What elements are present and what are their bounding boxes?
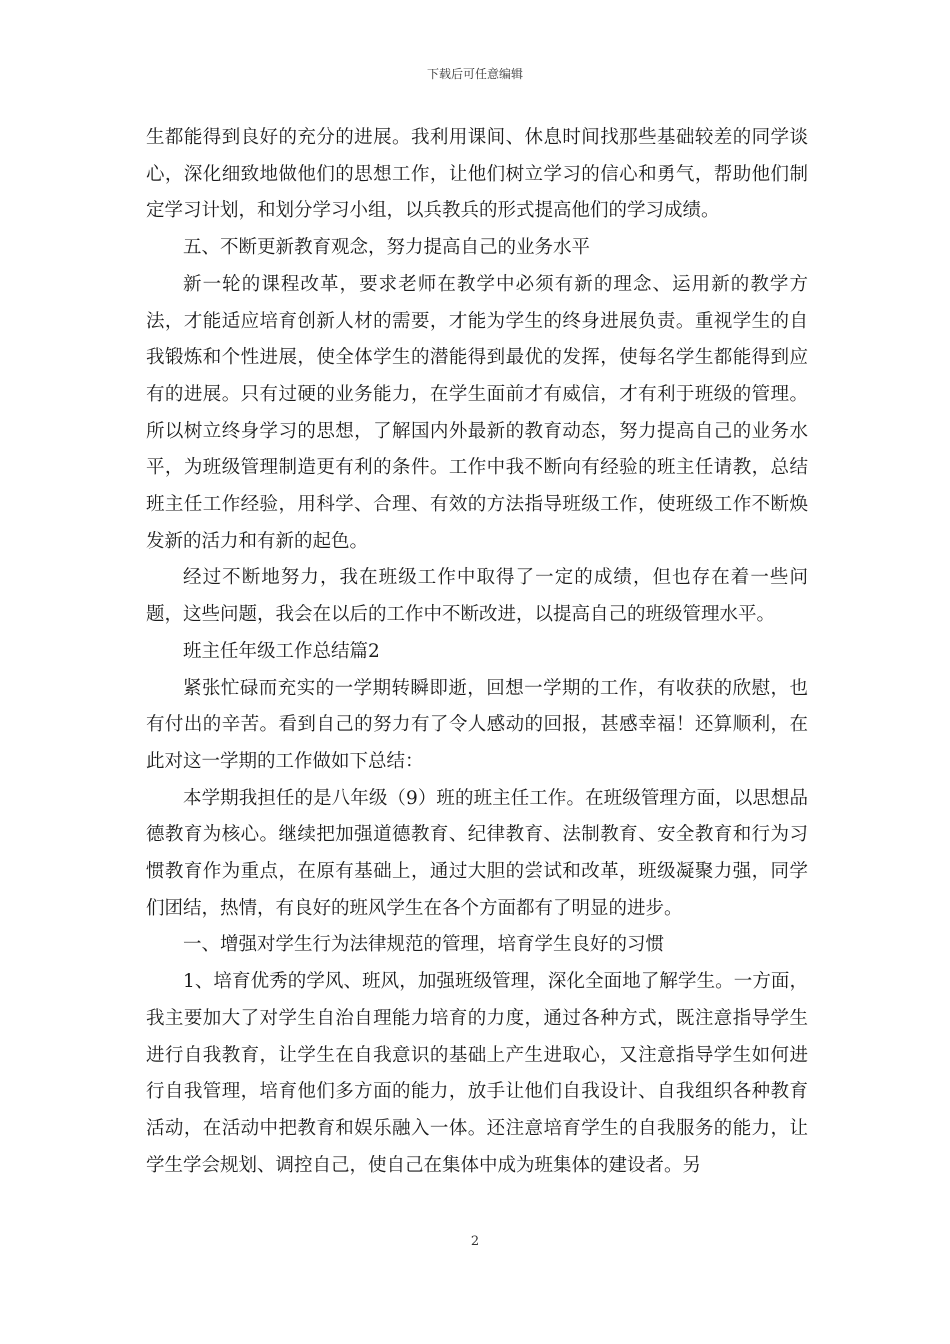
article-title-part-2: 班主任年级工作总结篇2 [183,640,380,662]
paragraph-continued: 生都能得到良好的充分的进展。我利用课间、休息时间找那些基础较差的同学谈心，深化细致地做他们的思想工作，让他们树立学习的信心和勇气，帮助他们制定学习计划，和划分学习小组，以兵教兵的形式提高他们的学习成绩。 [146,127,808,222]
paragraph-class-overview: 本学期我担任的是八年级（9）班的班主任工作。在班级管理方面，以思想品德教育为核心。继续把加强道德教育、纪律教育、法制教育、安全教育和行为习惯教育作为重点，在原有基础上，通过大胆的尝试和改革，班级凝聚力强，同学们团结，热情，有良好的班风学生在各个方面都有了明显的进步。 [146,787,808,919]
paragraph-conclusion: 经过不断地努力，我在班级工作中取得了一定的成绩，但也存在着一些问题，这些问题，我会在以后的工作中不断改进，以提高自己的班级管理水平。 [146,567,808,626]
paragraph-curriculum-reform: 新一轮的课程改革，要求老师在教学中必须有新的理念、运用新的教学方法，才能适应培育创新人材的需要，才能为学生的终身进展负责。重视学生的自我锻炼和个性进展，使全体学生的潜能得到最优的发挥，使每名学生都能得到应有的进展。只有过硬的业务能力，在学生面前才有威信，才有利于班级的管理。所以树立终身学习的思想，了解国内外最新的教育动态，努力提高自己的业务水平，为班级管理制造更有利的条件。工作中我不断向有经验的班主任请教，总结班主任工作经验，用科学、合理、有效的方法指导班级工作，使班级工作不断焕发新的活力和有新的起色。 [146,273,808,552]
page-number: 2 [470,1234,480,1249]
document-body [146,120,808,1184]
section-heading-five: 五、不断更新教育观念，努力提高自己的业务水平 [183,237,591,259]
paragraph-point-one: 1、培育优秀的学风、班风，加强班级管理，深化全面地了解学生。一方面，我主要加大了对学生自治自理能力培育的力度，通过各种方式，既注意指导学生进行自我教育，让学生在自我意识的基础上产生进取心，又注意指导学生如何进行自我管理，培育他们多方面的能力，放手让他们自我设计、自我组织各种教育活动，在活动中把教育和娱乐融入一体。还注意培育学生的自我服务的能力，让学生学会规划、调控自己，使自己在集体中成为班集体的建设者。另 [146,971,808,1176]
paragraph-intro: 紧张忙碌而充实的一学期转瞬即逝，回想一学期的工作，有收获的欣慰，也有付出的辛苦。看到自己的努力有了令人感动的回报，甚感幸福！还算顺利，在此对这一学期的工作做如下总结： [146,677,808,772]
section-heading-one: 一、增强对学生行为法律规范的管理，培育学生良好的习惯 [183,934,665,956]
page-header: 下载后可任意编辑 [426,67,523,81]
